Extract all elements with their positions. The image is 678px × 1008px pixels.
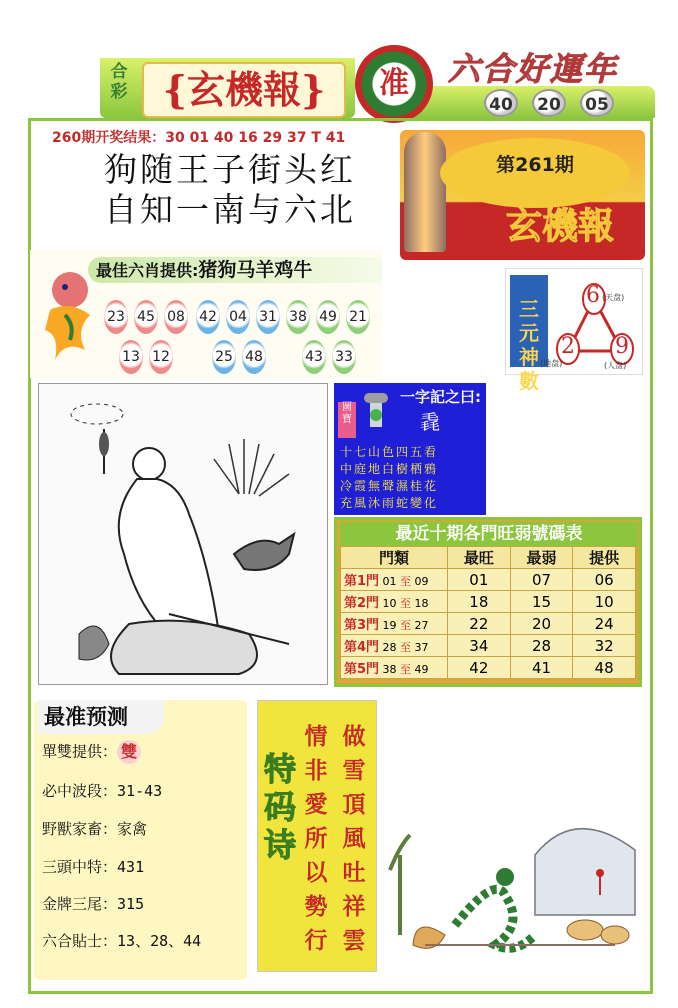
sanyuan-label: 三元神數 <box>510 275 548 367</box>
zodiac-ball: 48 <box>242 340 266 374</box>
header-ball: 20 <box>532 89 566 117</box>
sanyuan-left: 2 <box>561 334 575 359</box>
yizi-title: 一字記之曰: <box>400 388 481 406</box>
yizi-line: 充風沐雨蛇變化 <box>340 496 439 510</box>
prediction-label: 金牌三尾： <box>42 895 118 913</box>
zodiac-ball: 21 <box>346 300 370 334</box>
yizi-line: 十七山色四五看 <box>340 445 439 459</box>
prediction-value: 431 <box>117 858 145 876</box>
zodiac-ball: 04 <box>226 300 250 334</box>
zodiac-header <box>88 257 382 283</box>
zodiac-ball: 33 <box>332 340 356 374</box>
range-from: 10 <box>382 597 397 610</box>
prediction-value: 13、28、44 <box>117 932 202 950</box>
yizi-line: 冷霞無聲濕桂花 <box>340 479 439 493</box>
prediction-value: 31-43 <box>117 782 163 800</box>
range-to: 18 <box>414 597 429 610</box>
yizi-verses <box>340 444 486 512</box>
min-cell: 20 <box>510 613 573 635</box>
zodiac-ball: 43 <box>302 340 326 374</box>
give-cell: 06 <box>573 569 636 591</box>
table-row <box>341 591 636 613</box>
range-from: 28 <box>382 641 397 654</box>
min-cell: 28 <box>510 635 573 657</box>
range-to-label: 至 <box>400 575 412 588</box>
min-cell: 07 <box>510 569 573 591</box>
snake-landscape-illustration <box>385 795 645 965</box>
gate-name: 第2門 <box>344 596 380 611</box>
column-header: 最弱 <box>510 547 573 569</box>
issue-number: 第261期 <box>496 154 574 176</box>
max-cell: 18 <box>448 591 511 613</box>
yizi-line: 中庭地白樹栖鴉 <box>340 462 439 476</box>
zhun-text: 准 <box>379 66 409 101</box>
treasure-icon <box>356 389 396 429</box>
column-header: 門類 <box>341 547 448 569</box>
prediction-row <box>42 740 247 764</box>
zodiac-ball: 49 <box>316 300 340 334</box>
sanyuan-right-tag: (人盘) <box>604 361 627 370</box>
sanyuan-top: 6 <box>586 283 600 308</box>
header-tab <box>395 86 655 118</box>
prediction-title: 最准预测 <box>38 700 164 734</box>
sanyuan-left-tag: (地盘) <box>540 359 563 368</box>
prediction-label: 野獸家畜： <box>42 820 118 838</box>
scholar-figure-icon <box>39 384 327 684</box>
treasure-tag: 圖寶 <box>338 402 356 438</box>
min-cell: 15 <box>510 591 573 613</box>
table-row <box>341 613 636 635</box>
gate-name: 第1門 <box>344 574 380 589</box>
column-header: 最旺 <box>448 547 511 569</box>
gate-name: 第3門 <box>344 618 380 633</box>
zodiac-ball: 08 <box>164 300 188 334</box>
scholar-rooster-illustration <box>38 383 328 685</box>
table-row <box>341 635 636 657</box>
poem <box>70 150 390 230</box>
zodiac-ball: 31 <box>256 300 280 334</box>
range-to: 37 <box>414 641 429 654</box>
zodiac-label: 最佳六肖提供: <box>96 261 199 280</box>
range-to-label: 至 <box>400 619 412 632</box>
range-to-label: 至 <box>400 663 412 676</box>
max-cell: 34 <box>448 635 511 657</box>
header-ball: 05 <box>580 89 614 117</box>
sanyuan-top-tag: (天盘) <box>602 293 625 302</box>
table-header-row <box>341 547 636 569</box>
prediction-label: 單雙提供： <box>42 742 118 761</box>
previous-result: 260期开奖结果：30 01 40 16 29 37 T 41 <box>52 130 346 146</box>
zodiac-ball: 13 <box>119 340 143 374</box>
table-row <box>341 569 636 591</box>
zodiac-ball: 45 <box>134 300 158 334</box>
tema-label: 特码诗 <box>264 750 297 864</box>
max-cell: 22 <box>448 613 511 635</box>
zodiac-animals: 猪狗马羊鸡牛 <box>198 259 313 281</box>
give-cell: 32 <box>573 635 636 657</box>
gate-table-title: 最近十期各門旺弱號碼表 <box>340 522 638 546</box>
prediction-label: 六合貼士： <box>42 932 118 950</box>
column-header: 提供 <box>573 547 636 569</box>
zodiac-ball: 25 <box>212 340 236 374</box>
max-cell: 42 <box>448 657 511 679</box>
zodiac-ball: 23 <box>104 300 128 334</box>
prediction-value: 家禽 <box>117 820 148 838</box>
give-cell: 10 <box>573 591 636 613</box>
he-cai-label: 合彩 <box>110 62 128 102</box>
zodiac-ball: 12 <box>149 340 173 374</box>
paper-name: {玄機報} <box>142 62 346 118</box>
poem-line: 自知一南与六北 <box>104 190 356 229</box>
poem-line: 狗随王子街头红 <box>104 150 356 189</box>
prediction-row <box>42 780 247 801</box>
range-from: 19 <box>382 619 397 632</box>
prediction-value: 315 <box>117 895 145 913</box>
tema-column-left: 情非愛所以勢行 <box>304 723 328 954</box>
give-cell: 48 <box>573 657 636 679</box>
table-row <box>341 657 636 679</box>
range-to: 49 <box>414 663 429 676</box>
prediction-label: 三頭中特： <box>42 858 118 876</box>
min-cell: 41 <box>510 657 573 679</box>
gate-table <box>340 546 636 679</box>
range-from: 38 <box>382 663 397 676</box>
yizi-char: 毳 <box>420 410 440 434</box>
shuang-badge: 雙 <box>117 740 141 764</box>
zodiac-ball: 42 <box>196 300 220 334</box>
sanyuan-right: 9 <box>615 334 629 359</box>
prediction-label: 必中波段： <box>42 782 118 800</box>
prediction-row <box>42 856 247 877</box>
max-cell: 01 <box>448 569 511 591</box>
gate-name: 第4門 <box>344 640 380 655</box>
range-to: 27 <box>414 619 429 632</box>
issue-title: 玄機報 <box>505 205 614 247</box>
range-from: 01 <box>382 575 397 588</box>
slogan: 六合好運年 <box>448 50 619 88</box>
range-to-label: 至 <box>400 641 412 654</box>
range-to-label: 至 <box>400 597 412 610</box>
zodiac-ball: 38 <box>286 300 310 334</box>
prediction-row <box>42 818 247 839</box>
prediction-row <box>42 893 247 914</box>
gate-name: 第5門 <box>344 662 380 677</box>
prediction-row <box>42 930 247 951</box>
range-to: 09 <box>414 575 429 588</box>
tema-column-right: 做雪頂風吐祥雲 <box>342 723 366 954</box>
header-ball: 40 <box>484 89 518 117</box>
give-cell: 24 <box>573 613 636 635</box>
